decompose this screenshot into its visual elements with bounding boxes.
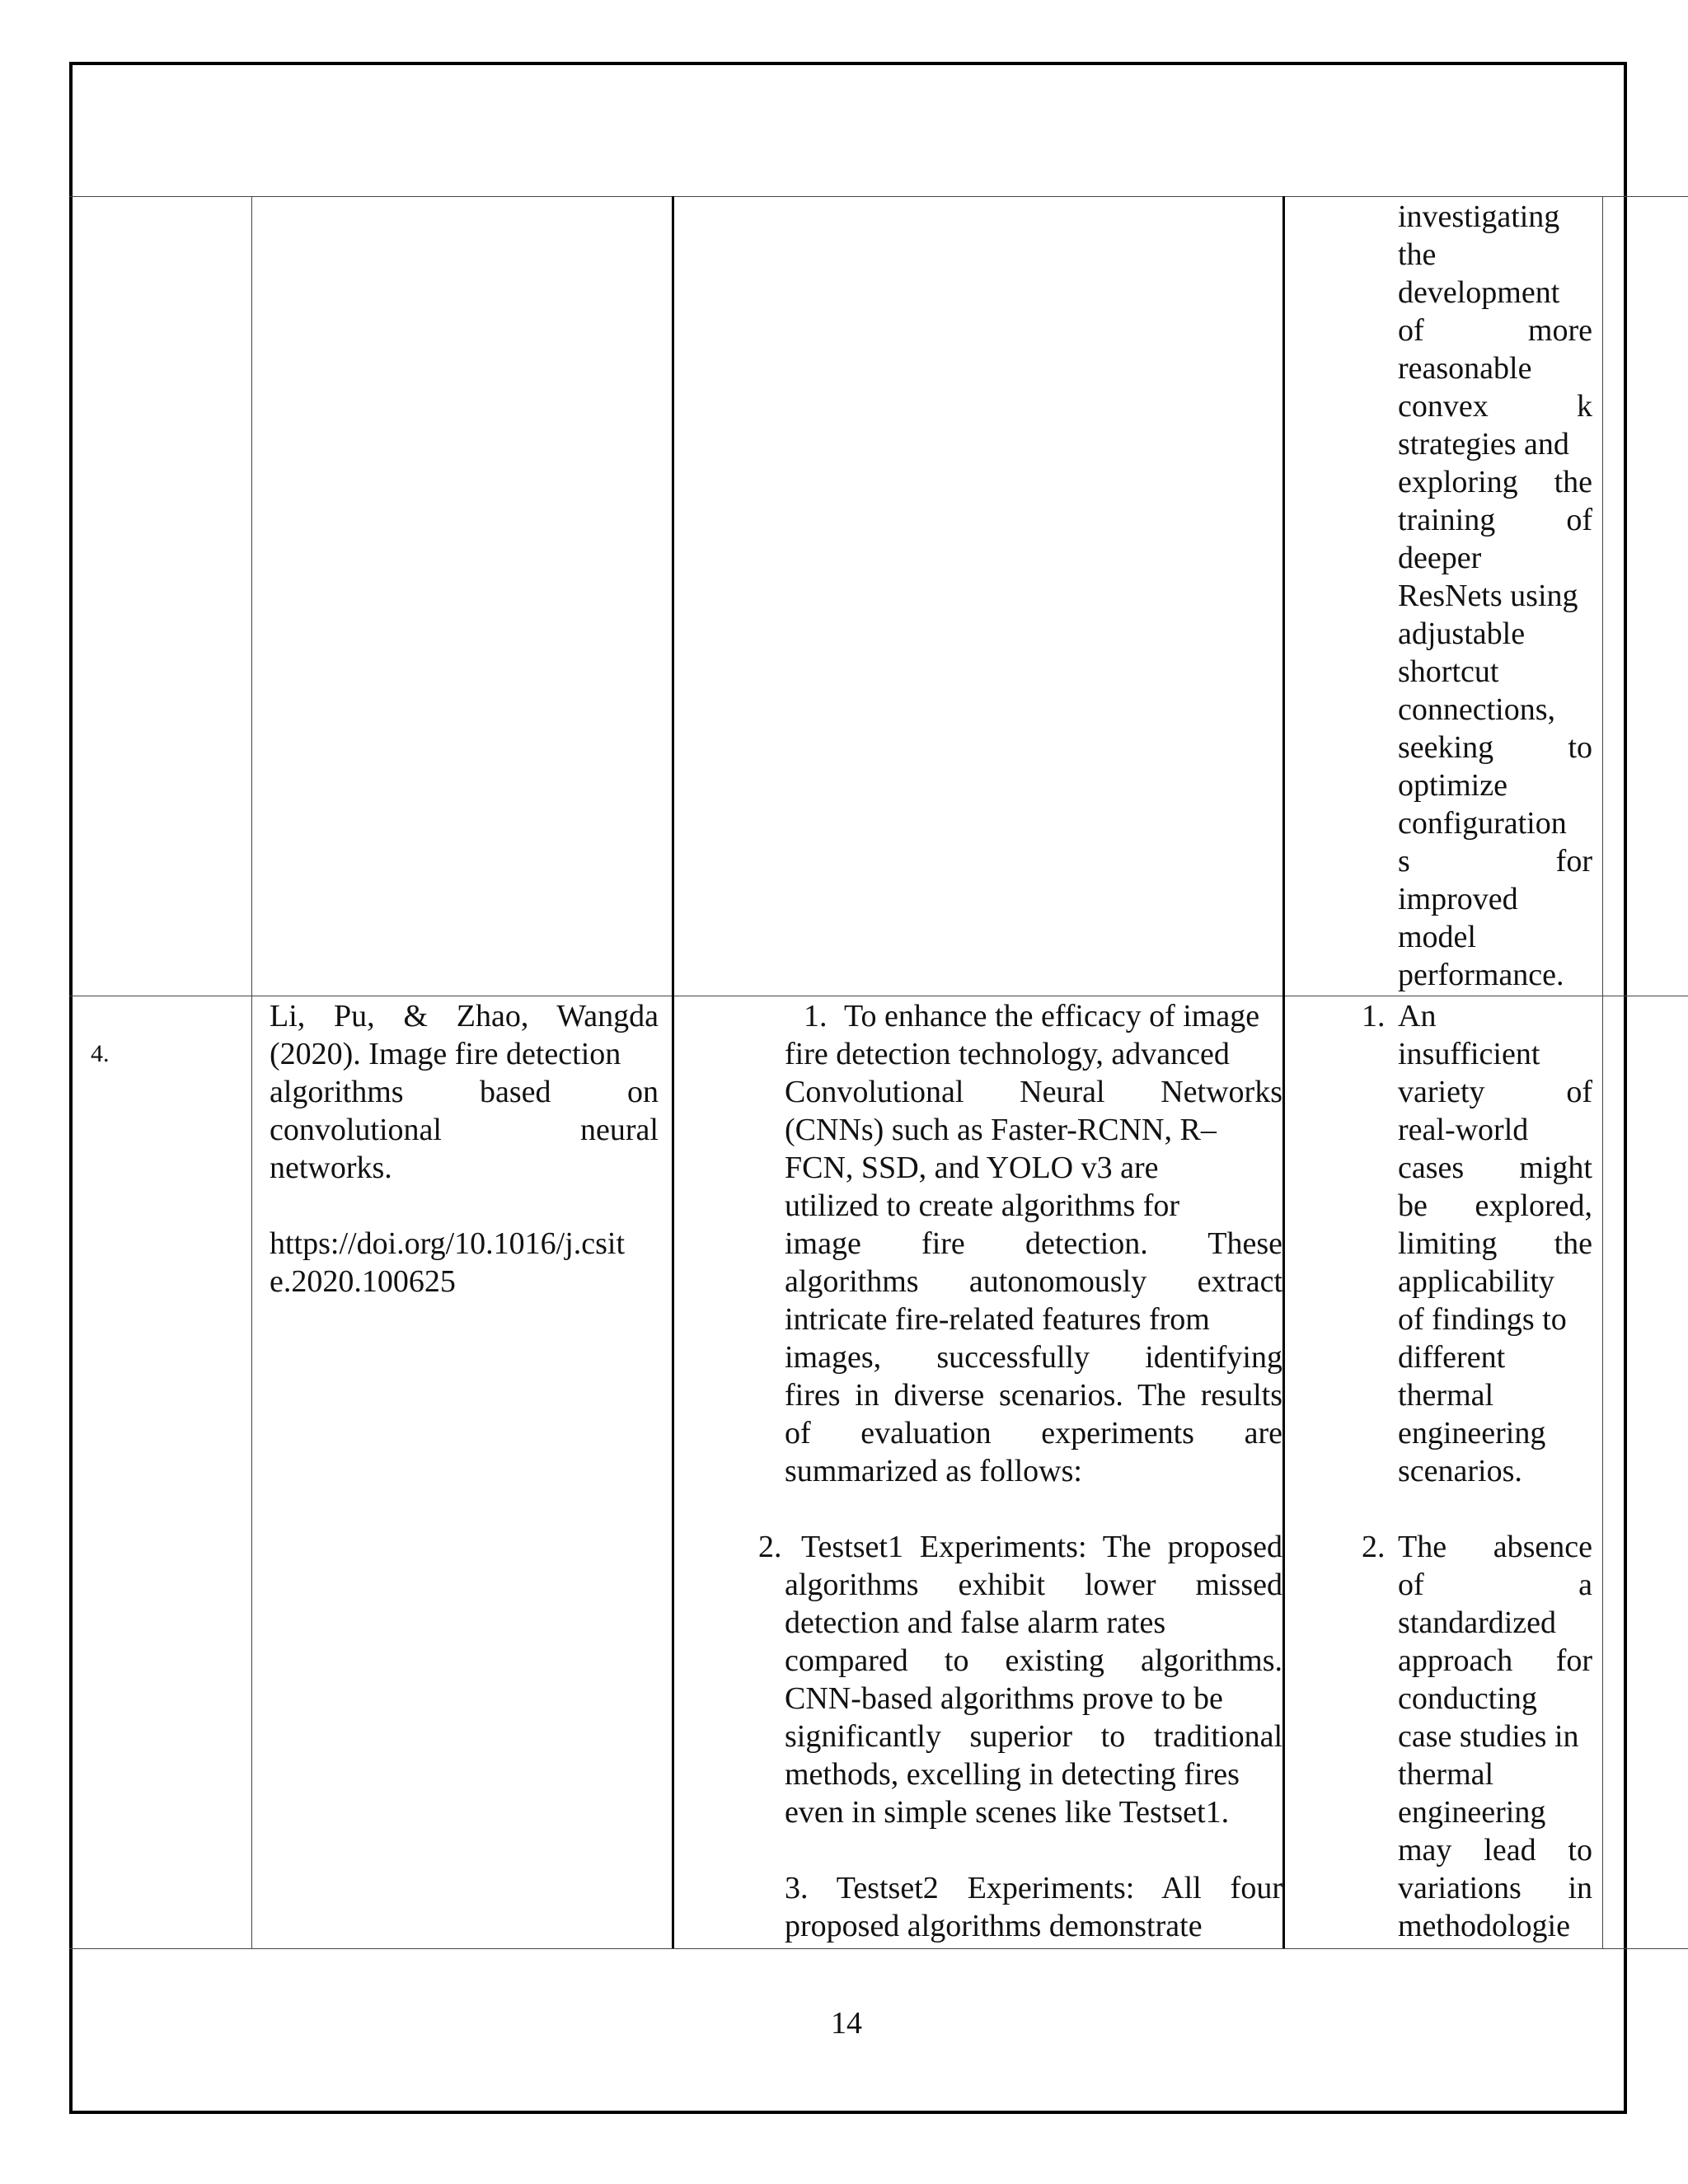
text-line: investigating xyxy=(1398,199,1560,234)
limitations-line: scenarios. xyxy=(1398,1454,1522,1488)
limitations-line: different xyxy=(1398,1340,1506,1375)
limitations-line: of a xyxy=(1398,1568,1592,1602)
limitations-line: conducting xyxy=(1398,1681,1537,1716)
page-border-left xyxy=(69,62,73,2114)
page-number: 14 xyxy=(831,2006,862,2041)
reference-line: (2020). Image fire detection xyxy=(270,1037,621,1071)
findings-line: methods, excelling in detecting fires xyxy=(785,1757,1240,1792)
row-number: 4. xyxy=(91,1040,110,1067)
text-line: ResNets using xyxy=(1398,579,1578,613)
limitations-line: methodologie xyxy=(1398,1909,1570,1943)
findings-line: Testset1 Experiments: The proposed xyxy=(801,1530,1282,1564)
limitations-line: approach for xyxy=(1398,1643,1592,1678)
findings-line: proposed algorithms demonstrate xyxy=(785,1909,1203,1943)
text-line: strategies and xyxy=(1398,427,1569,462)
doi-link[interactable]: e.2020.100625 xyxy=(270,1264,456,1299)
limitations-line: cases might xyxy=(1398,1151,1592,1185)
text-line: s for xyxy=(1398,844,1592,879)
text-line: adjustable xyxy=(1398,616,1526,651)
text-line: connections, xyxy=(1398,692,1556,727)
findings-line: fires in diverse scenarios. The results xyxy=(785,1378,1282,1413)
findings-line: algorithms autonomously extract xyxy=(785,1264,1282,1299)
findings-line: summarized as follows: xyxy=(785,1454,1082,1488)
text-line: convex k xyxy=(1398,389,1592,424)
text-line: reasonable xyxy=(1398,351,1532,386)
findings-line: detection and false alarm rates xyxy=(785,1605,1166,1640)
page-border-right xyxy=(1624,62,1627,2114)
findings-line: fire detection technology, advanced xyxy=(785,1037,1230,1071)
text-line: of more xyxy=(1398,313,1592,348)
page-border-top xyxy=(69,62,1627,65)
reference-line: convolutional neural xyxy=(270,1113,659,1147)
table-bottom-border xyxy=(69,1948,1688,1949)
findings-item-3 xyxy=(785,1869,1282,1945)
limitations-line: An xyxy=(1398,999,1437,1033)
limitations-line: engineering xyxy=(1398,1416,1546,1451)
limitations-item-1-marker: 1. xyxy=(1362,999,1386,1033)
findings-line: even in simple scenes like Testset1. xyxy=(785,1795,1230,1830)
limitations-item-2 xyxy=(1398,1528,1592,1945)
findings-line: image fire detection. These xyxy=(785,1226,1282,1261)
findings-line: algorithms exhibit lower missed xyxy=(785,1568,1282,1602)
text-line: optimize xyxy=(1398,768,1507,803)
limitations-line: insufficient xyxy=(1398,1037,1540,1071)
table-top-border xyxy=(69,196,1688,197)
page-border-bottom xyxy=(69,2111,1627,2114)
reference-line: networks. xyxy=(270,1151,392,1185)
findings-item-2 xyxy=(785,1528,1282,1831)
text-line: model xyxy=(1398,920,1476,954)
limitations-line: case studies in xyxy=(1398,1719,1579,1754)
limitations-line: real-world xyxy=(1398,1113,1529,1147)
text-line: training of xyxy=(1398,503,1592,537)
reference-line: Li, Pu, & Zhao, Wangda xyxy=(270,999,659,1033)
findings-line: Convolutional Neural Networks xyxy=(785,1075,1282,1109)
findings-item-2-marker: 2. xyxy=(758,1530,782,1564)
findings-line: To enhance the efficacy of image xyxy=(844,999,1260,1033)
findings-line: 3. Testset2 Experiments: All four xyxy=(785,1871,1282,1905)
limitations-line: limiting the xyxy=(1398,1226,1592,1261)
limitations-line: thermal xyxy=(1398,1378,1494,1413)
findings-line: utilized to create algorithms for xyxy=(785,1188,1180,1223)
text-line: shortcut xyxy=(1398,654,1499,689)
col-divider-3 xyxy=(1282,196,1285,1948)
text-line: seeking to xyxy=(1398,730,1592,765)
text-line: exploring the xyxy=(1398,465,1592,499)
findings-line: of evaluation experiments are xyxy=(785,1416,1282,1451)
limitations-line: thermal xyxy=(1398,1757,1494,1792)
col-divider-4 xyxy=(1602,196,1603,1948)
findings-line: (CNNs) such as Faster-RCNN, R– xyxy=(785,1113,1217,1147)
limitations-line: The absence xyxy=(1398,1530,1592,1564)
text-line: the xyxy=(1398,237,1437,272)
limitations-line: may lead to xyxy=(1398,1833,1592,1868)
text-line: deeper xyxy=(1398,541,1482,575)
findings-line: intricate fire-related features from xyxy=(785,1302,1210,1337)
findings-item-1-marker: 1. xyxy=(804,999,828,1033)
reference-line: algorithms based on xyxy=(270,1075,659,1109)
limitations-line: engineering xyxy=(1398,1795,1546,1830)
findings-line: FCN, SSD, and YOLO v3 are xyxy=(785,1151,1159,1185)
limitations-continuation xyxy=(1398,198,1592,994)
doi-link[interactable]: https://doi.org/10.1016/j.csit xyxy=(270,1226,626,1261)
findings-line: significantly superior to traditional xyxy=(785,1719,1282,1754)
col-divider-1 xyxy=(251,196,252,1948)
limitations-item-2-marker: 2. xyxy=(1362,1530,1386,1564)
limitations-line: be explored, xyxy=(1398,1188,1592,1223)
text-line: performance. xyxy=(1398,958,1564,992)
limitations-line: of findings to xyxy=(1398,1302,1567,1337)
limitations-item-1 xyxy=(1398,997,1592,1490)
limitations-line: variations in xyxy=(1398,1871,1592,1905)
text-line: configuration xyxy=(1398,806,1567,841)
findings-line: images, successfully identifying xyxy=(785,1340,1282,1375)
findings-item-1 xyxy=(785,997,1282,1490)
findings-line: compared to existing algorithms. xyxy=(785,1643,1282,1678)
limitations-line: standardized xyxy=(1398,1605,1557,1640)
col-divider-2 xyxy=(672,196,674,1948)
text-line: improved xyxy=(1398,882,1518,916)
text-line: development xyxy=(1398,275,1560,310)
findings-line: CNN-based algorithms prove to be xyxy=(785,1681,1223,1716)
limitations-line: variety of xyxy=(1398,1075,1592,1109)
limitations-line: applicability xyxy=(1398,1264,1554,1299)
reference-cell xyxy=(270,997,659,1301)
